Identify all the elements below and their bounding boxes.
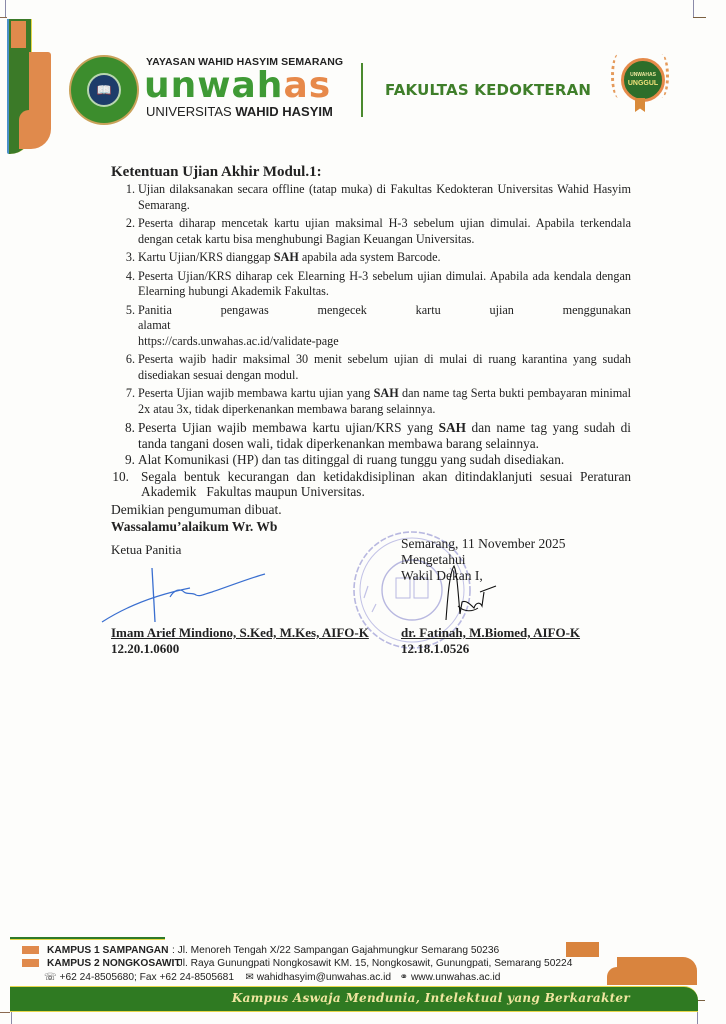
validate-url: https://cards.unwahas.ac.id/validate-page [138,333,339,348]
list-item: 10. Segala bentuk kecurangan dan ketidakdisiplinan akan ditindaklanjuti sesuai Peraturan Akademik Fakultas maupun Universitas. [112,468,634,499]
closing-text: Demikian pengumuman dibuat. [111,501,282,517]
campus-2-address: KAMPUS 2 NONGKOSAWIT: Jl. Raya Gunungpati Nongkosawit KM. 15, Nongkosawit, Gunungpati, Semarang 50224 [22,958,572,970]
closing-greeting: Wassalamu’alaikum Wr. Wb [111,518,278,534]
crop-mark [5,0,6,18]
list-item: 2. Peserta diharap mencetak kartu ujian maksimal H-3 sebelum ujian dimulai. Apabila terkendala dengan cetak kartu bisa menghubungi Bagian Keuangan Universitas. [125,216,631,246]
right-signature [440,562,500,622]
phone-icon: ☏ [44,972,57,983]
footer-slogan-band [10,986,698,1012]
document-title: Ketentuan Ujian Akhir Modul.1: [111,164,322,180]
right-signer-nip: 12.18.1.0526 [401,641,470,656]
list-item: 6. Peserta wajib hadir maksimal 30 menit sebelum ujian di mulai di ruang karantina yang sudah disediakan sesuai dengan modul. [125,352,631,382]
book-icon: 📖 [87,73,121,107]
crop-mark [11,1012,12,1024]
acknowledged-label: Mengetahui [401,551,466,567]
envelope-icon: ✉ [245,972,254,983]
footer-top-line [10,937,165,940]
crop-mark [693,0,694,18]
globe-icon: ⚭ [399,972,408,983]
crop-mark [693,17,706,18]
bullet-square-icon [22,959,39,967]
list-item: 1. Ujian dilaksanakan secara offline (tatap muka) di Fakultas Kedokteran Universitas Wahid Hasyim Semarang. [125,182,631,212]
university-name: UNIVERSITAS WAHID HASYIM [146,104,333,119]
list-item: 9. Alat Komunikasi (HP) dan tas ditinggal di ruang tunggu yang sudah disediakan. [125,452,565,467]
contact-line [44,972,500,984]
email-link[interactable]: wahidhasyim@unwahas.ac.id [256,972,392,983]
left-decorative-accent [11,21,26,48]
left-signer-nip: 12.20.1.0600 [111,641,180,656]
unggul-badge-logo: UNWAHAS UNGGUL [615,50,665,108]
left-signer-role: Ketua Panitia [111,542,182,557]
ribbon-icon [635,98,645,112]
faculty-name: FAKULTAS KEDOKTERAN [385,81,592,99]
crop-mark [0,1012,10,1013]
footer-decorative-block [566,942,599,957]
campus-1-address: KAMPUS 1 SAMPANGAN : Jl. Menoreh Tengah X/22 Sampangan Gajahmungkur Semarang 50236 [22,945,499,957]
list-item: 3. Kartu Ujian/KRS dianggap SAH apabila ada system Barcode. [125,250,441,264]
list-item: 8. Peserta Ujian wajib membawa kartu ujian/KRS yang SAH dan name tag yang sudah di tanda tangani dosen wali, tidak diperkenankan membawa barang selainnya. [125,420,631,451]
right-signer-name: dr. Fatinah, M.Biomed, AIFO-K [401,625,581,640]
left-signer-name: Imam Arief Mindiono, S.Ked, M.Kes, AIFO-K [111,625,369,640]
list-item: 7. Peserta Ujian wajib membawa kartu ujian yang SAH dan name tag Serta bukti pembayaran minimal 2x atau 3x, tidak diperkenankan membawa barang selainnya. [125,386,631,416]
slogan: Kampus Aswaja Mendunia, Intelektual yang Berkarakter [231,991,630,1005]
list-item: 5. Panitia pengawas mengecek kartu ujian menggunakan alamat https://cards.unwahas.ac.id/validate-page [125,302,631,348]
unwahas-wordmark: unwahas [144,65,332,106]
phone-fax: +62 24-8505680; Fax +62 24-8505681 [59,972,234,983]
website-link[interactable]: www.unwahas.ac.id [410,972,501,983]
footer-decorative-hook [617,957,697,985]
right-signer-role: Wakil Dekan I, [401,567,483,583]
rules-list [111,182,634,501]
left-signature [100,564,270,624]
list-item: 4. Peserta Ujian/KRS diharap cek Elearning H-3 sebelum ujian dimulai. Apabila ada kendala dengan Elearning hubungi Akademik Fakultas. [125,268,631,298]
left-decorative-hook [29,52,51,149]
crop-mark [697,1000,705,1001]
bullet-square-icon [22,946,39,954]
crop-mark [0,17,7,18]
header-divider [361,63,363,117]
place-date: Semarang, 11 November 2025 [401,535,566,551]
university-seal-logo [71,57,137,123]
foundation-name: YAYASAN WAHID HASYIM SEMARANG [146,56,344,68]
